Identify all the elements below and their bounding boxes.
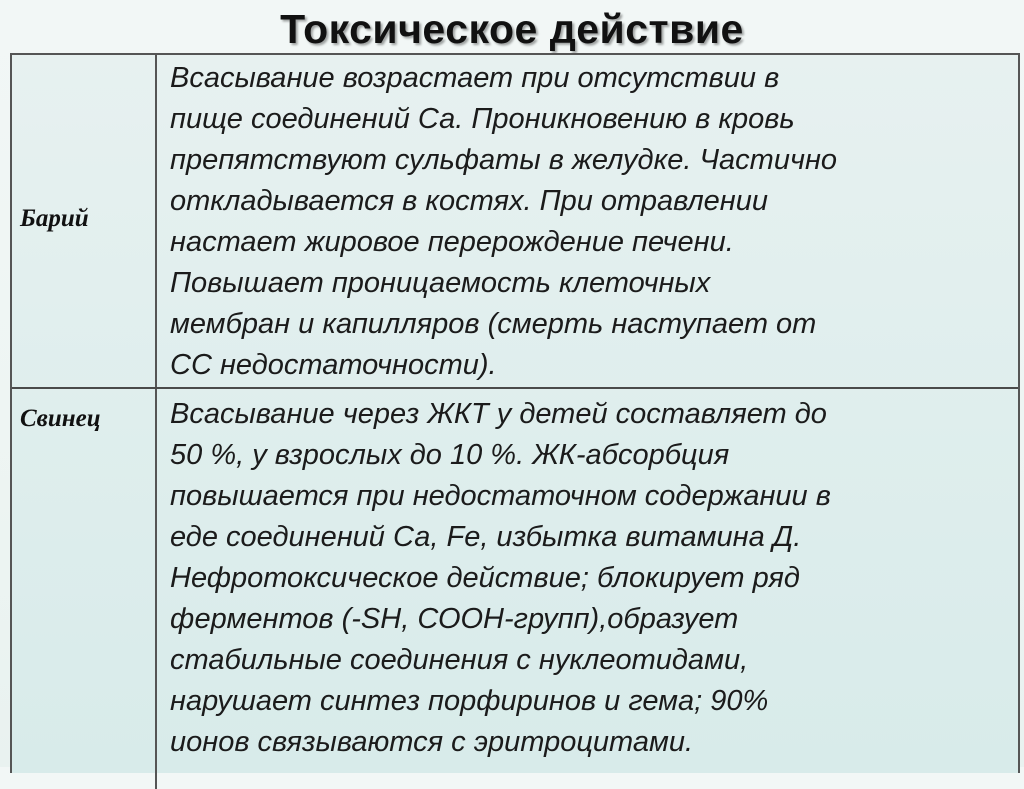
page-title: Токсическое действие <box>280 6 744 52</box>
table-row-barium <box>12 55 1018 389</box>
description-cell: Всасывание через ЖКТ у детей составляет до 50 %, у взрослых до 10 %. ЖК-абсорбция повышается при недостаточном содержании в еде соединений Са, Fe, избытка витамина Д. Нефротоксическое действие; блокирует ряд ферментов (-SH, СООН-групп),образует стабильные соединения с нуклеотидами, нарушает синтез порфиринов и гема; 90% ионов связываются с эритроцитами. <box>170 398 831 758</box>
element-cell <box>12 55 157 387</box>
toxicity-table <box>10 53 1020 773</box>
description-cell: Всасывание возрастает при отсутствии в пище соединений Са. Проникновению в кровь препятствуют сульфаты в желудке. Частично откладывается в костях. При отравлении настает жировое перерождение печени. Повышает проницаемость клеточных мембран и капилляров (смерть наступает от СС недостаточности). <box>170 62 838 381</box>
element-name: Барий <box>20 205 89 232</box>
element-name: Свинец <box>20 405 101 432</box>
element-cell <box>12 389 157 789</box>
table-row-lead <box>12 389 1018 789</box>
